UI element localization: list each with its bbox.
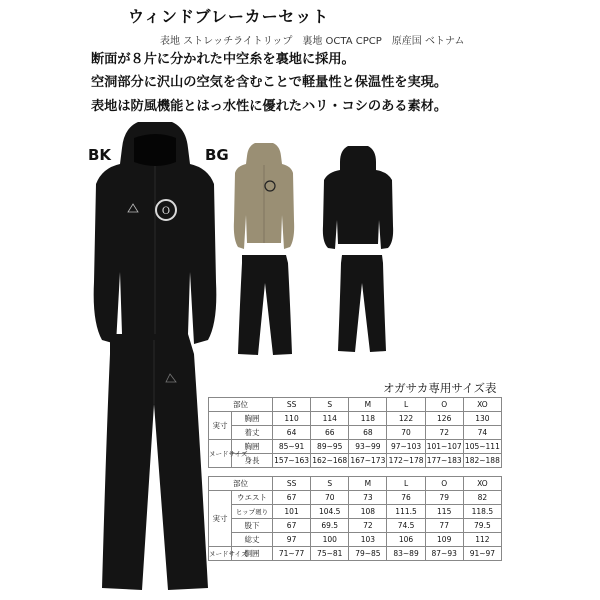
table-row <box>209 505 502 519</box>
row-label: 胴囲 <box>232 547 273 561</box>
size-header-row <box>209 477 502 491</box>
table-cell: 76 <box>387 491 425 505</box>
back-view-pants-image <box>337 255 387 353</box>
product-title: ウィンドブレーカーセット <box>128 7 330 26</box>
size-header-m: M <box>349 477 387 491</box>
measurement-header: 部位 <box>209 398 273 412</box>
table-cell: 89~95 <box>311 440 349 454</box>
table-cell: 91~97 <box>463 547 501 561</box>
back-view-jacket-image <box>322 146 394 250</box>
table-cell: 77 <box>425 519 463 533</box>
group-label: ヌードサイズ <box>209 440 232 468</box>
table-cell: 177~183 <box>425 454 463 468</box>
table-row <box>209 454 502 468</box>
table-cell: 70 <box>387 426 425 440</box>
table-cell: 72 <box>349 519 387 533</box>
row-label: 股下 <box>232 519 273 533</box>
size-header-ss: SS <box>273 477 311 491</box>
size-header-xo: XO <box>463 477 501 491</box>
group-label: 実寸 <box>209 412 232 440</box>
table-cell: 111.5 <box>387 505 425 519</box>
table-cell: 100 <box>311 533 349 547</box>
table-cell: 122 <box>387 412 425 426</box>
table-cell: 118 <box>349 412 387 426</box>
table-cell: 108 <box>349 505 387 519</box>
table-cell: 82 <box>463 491 501 505</box>
table-row <box>209 547 502 561</box>
table-cell: 71~77 <box>273 547 311 561</box>
table-cell: 101~107 <box>425 440 463 454</box>
row-label: ヒップ廻り <box>232 505 273 519</box>
table-cell: 106 <box>387 533 425 547</box>
black-jacket-image <box>90 122 220 347</box>
size-header-o: O <box>425 477 463 491</box>
table-cell: 74.5 <box>387 519 425 533</box>
size-header-l: L <box>387 477 425 491</box>
jacket-size-table <box>208 397 502 468</box>
table-cell: 114 <box>311 412 349 426</box>
group-label: 実寸 <box>209 491 232 547</box>
table-cell: 68 <box>349 426 387 440</box>
size-header-m: M <box>349 398 387 412</box>
table-row <box>209 491 502 505</box>
description-line-3: 表地は防風機能とはっ水性に優れたハリ・コシのある素材。 <box>91 99 448 114</box>
table-cell: 157~163 <box>273 454 311 468</box>
row-label: 胸囲 <box>232 440 273 454</box>
table-cell: 85~91 <box>273 440 311 454</box>
table-cell: 97~103 <box>387 440 425 454</box>
table-cell: 66 <box>311 426 349 440</box>
black-pants-image <box>96 334 216 592</box>
table-cell: 167~173 <box>349 454 387 468</box>
description-line-2: 空洞部分に沢山の空気を含むことで軽量性と保温性を実現。 <box>91 75 448 90</box>
table-cell: 126 <box>425 412 463 426</box>
size-header-l: L <box>387 398 425 412</box>
table-cell: 67 <box>273 519 311 533</box>
table-cell: 130 <box>463 412 501 426</box>
table-cell: 72 <box>425 426 463 440</box>
table-cell: 182~188 <box>463 454 501 468</box>
row-label: 身長 <box>232 454 273 468</box>
table-cell: 87~93 <box>425 547 463 561</box>
table-cell: 110 <box>273 412 311 426</box>
row-label: 着丈 <box>232 426 273 440</box>
table-cell: 79~85 <box>349 547 387 561</box>
row-label: ウエスト <box>232 491 273 505</box>
table-cell: 73 <box>349 491 387 505</box>
material-spec: 表地 ストレッチライトリップ 裏地 OCTA CPCP 原産国 ベトナム <box>160 36 465 47</box>
size-header-s: S <box>311 477 349 491</box>
table-cell: 101 <box>273 505 311 519</box>
table-row <box>209 533 502 547</box>
size-header-xo: XO <box>463 398 501 412</box>
table-cell: 75~81 <box>311 547 349 561</box>
table-cell: 104.5 <box>311 505 349 519</box>
beige-jacket-image <box>233 143 295 250</box>
table-cell: 69.5 <box>311 519 349 533</box>
table-cell: 112 <box>463 533 501 547</box>
table-row <box>209 426 502 440</box>
table-row <box>209 519 502 533</box>
pants-size-table <box>208 476 502 561</box>
table-cell: 83~89 <box>387 547 425 561</box>
table-cell: 162~168 <box>311 454 349 468</box>
table-cell: 109 <box>425 533 463 547</box>
size-header-s: S <box>311 398 349 412</box>
table-cell: 70 <box>311 491 349 505</box>
table-cell: 97 <box>273 533 311 547</box>
measurement-header: 部位 <box>209 477 273 491</box>
svg-text:O: O <box>161 206 171 217</box>
table-cell: 103 <box>349 533 387 547</box>
size-header-o: O <box>425 398 463 412</box>
table-cell: 118.5 <box>463 505 501 519</box>
table-cell: 79 <box>425 491 463 505</box>
table-cell: 67 <box>273 491 311 505</box>
row-label: 胸囲 <box>232 412 273 426</box>
size-chart-title: オガサカ専用サイズ表 <box>383 381 497 395</box>
row-label: 総丈 <box>232 533 273 547</box>
table-cell: 172~178 <box>387 454 425 468</box>
table-cell: 79.5 <box>463 519 501 533</box>
size-header-row <box>209 398 502 412</box>
jacket-size-table-body <box>209 398 502 468</box>
description-line-1: 断面が８片に分かれた中空糸を裏地に採用。 <box>91 52 355 67</box>
color-label-beige: BG <box>205 146 229 164</box>
table-cell: 93~99 <box>349 440 387 454</box>
table-cell: 64 <box>273 426 311 440</box>
table-cell: 105~111 <box>463 440 501 454</box>
size-header-ss: SS <box>273 398 311 412</box>
table-row <box>209 440 502 454</box>
color-label-black: BK <box>88 146 112 164</box>
table-cell: 74 <box>463 426 501 440</box>
table-cell: 115 <box>425 505 463 519</box>
table-row <box>209 412 502 426</box>
beige-set-pants-image <box>236 255 294 356</box>
group-label: ヌードサイズ <box>209 547 232 561</box>
pants-size-table-body <box>209 477 502 561</box>
